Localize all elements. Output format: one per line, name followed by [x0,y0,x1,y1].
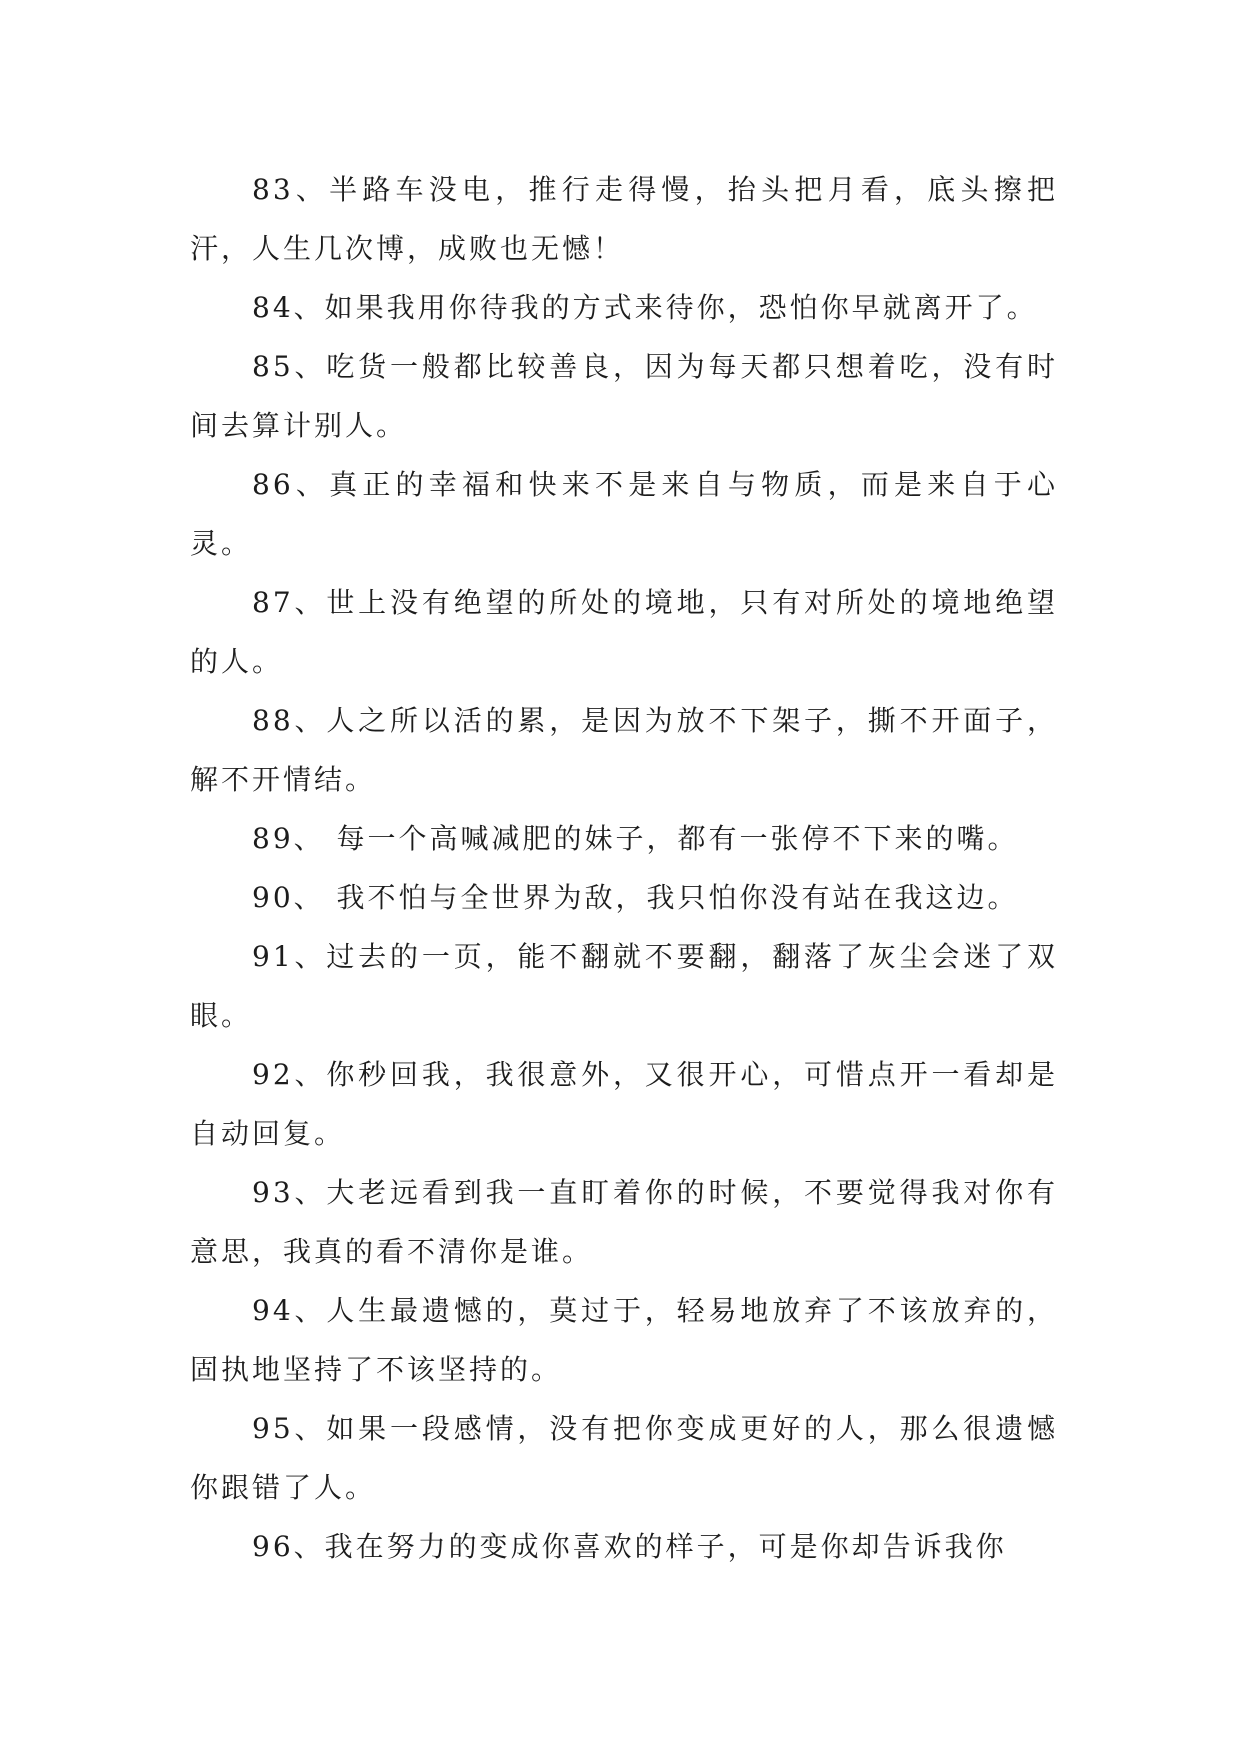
paragraph-92: 92、你秒回我，我很意外，又很开心，可惜点开一看却是自动回复。 [190,1058,1058,1150]
paragraph-88: 88、人之所以活的累，是因为放不下架子，撕不开面子，解不开情结。 [190,704,1058,796]
paragraph-91: 91、过去的一页，能不翻就不要翻，翻落了灰尘会迷了双眼。 [190,940,1058,1032]
paragraph-90: 90、 我不怕与全世界为敌，我只怕你没有站在我这边。 [252,881,1019,914]
paragraph-83: 83、半路车没电，推行走得慢，抬头把月看，底头擦把汗，人生几次博，成败也无憾！ [190,173,1058,265]
paragraph-94: 94、人生最遗憾的，莫过于，轻易地放弃了不该放弃的，固执地坚持了不该坚持的。 [190,1294,1058,1386]
paragraph-93: 93、大老远看到我一直盯着你的时候，不要觉得我对你有意思，我真的看不清你是谁。 [190,1176,1058,1268]
document-body [190,160,1058,1576]
paragraph-85: 85、吃货一般都比较善良，因为每天都只想着吃，没有时间去算计别人。 [190,350,1058,442]
paragraph-95: 95、如果一段感情，没有把你变成更好的人，那么很遗憾你跟错了人。 [190,1412,1058,1504]
paragraph-96: 96、我在努力的变成你喜欢的样子，可是你却告诉我你 [252,1530,1007,1563]
paragraph-87: 87、世上没有绝望的所处的境地，只有对所处的境地绝望的人。 [190,586,1058,678]
paragraph-89: 89、 每一个高喊减肥的妹子，都有一张停不下来的嘴。 [252,822,1019,855]
paragraph-86: 86、真正的幸福和快来不是来自与物质，而是来自于心灵。 [190,468,1058,560]
paragraph-84: 84、如果我用你待我的方式来待你，恐怕你早就离开了。 [252,291,1038,324]
